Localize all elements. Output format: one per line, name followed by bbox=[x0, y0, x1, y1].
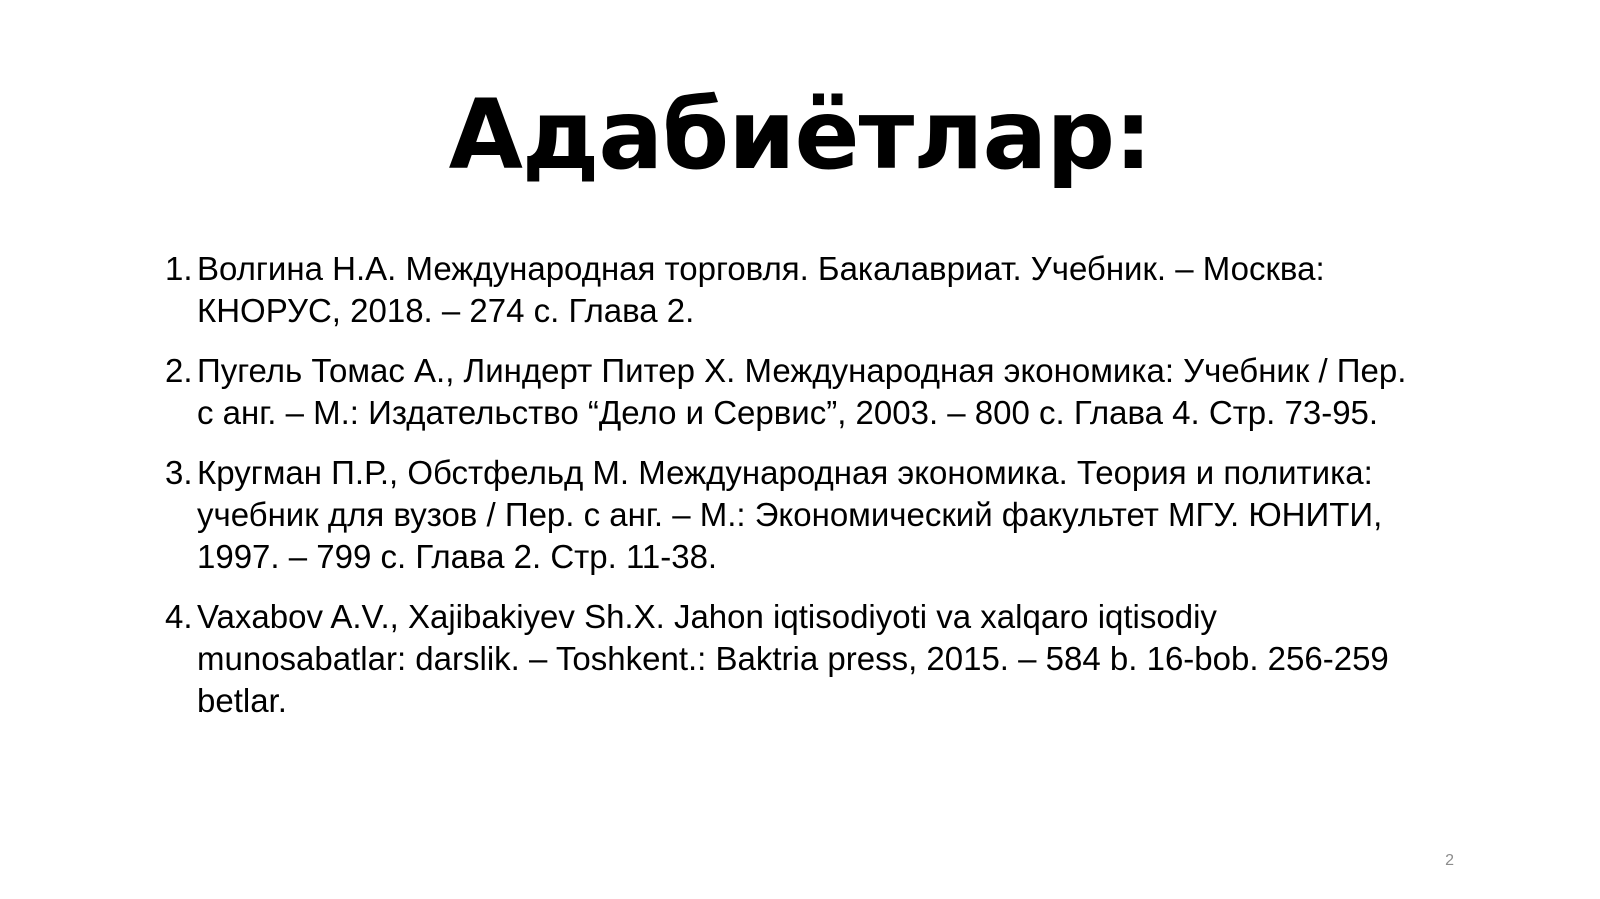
reference-number: 4. bbox=[165, 598, 193, 635]
reference-item bbox=[165, 350, 1425, 434]
page-number: 2 bbox=[1445, 852, 1454, 869]
reference-number: 2. bbox=[165, 352, 193, 389]
reference-text: Пугель Томас А., Линдерт Питер Х. Международная экономика: Учебник / Пер. с анг. – М.: Издательство “Дело и Сервис”, 2003. – 800 с. Глава 4. Стр. 73-95. bbox=[197, 352, 1407, 431]
reference-number: 3. bbox=[165, 454, 193, 491]
reference-text: Vaxabov A.V., Xajibakiyev Sh.X. Jahon iqtisodiyoti va xalqaro iqtisodiy munosabatlar: darslik. – Toshkent.: Baktria press, 2015. – 584 b. 16-bob. 256-259 betlar. bbox=[197, 598, 1389, 719]
reference-text: Кругман П.Р., Обстфельд М. Международная экономика. Теория и политика: учебник для вузов / Пер. с анг. – М.: Экономический факультет МГУ. ЮНИТИ, 1997. – 799 с. Глава 2. Стр. 11-38. bbox=[197, 454, 1383, 575]
reference-text: Волгина Н.А. Международная торговля. Бакалавриат. Учебник. – Москва: КНОРУС, 2018. – 274 с. Глава 2. bbox=[197, 250, 1325, 329]
reference-number: 1. bbox=[165, 250, 193, 287]
reference-item bbox=[165, 248, 1425, 332]
reference-list bbox=[165, 248, 1425, 740]
reference-item bbox=[165, 452, 1425, 578]
reference-item bbox=[165, 596, 1425, 722]
slide-title: Адабиётлар: bbox=[448, 79, 1152, 191]
